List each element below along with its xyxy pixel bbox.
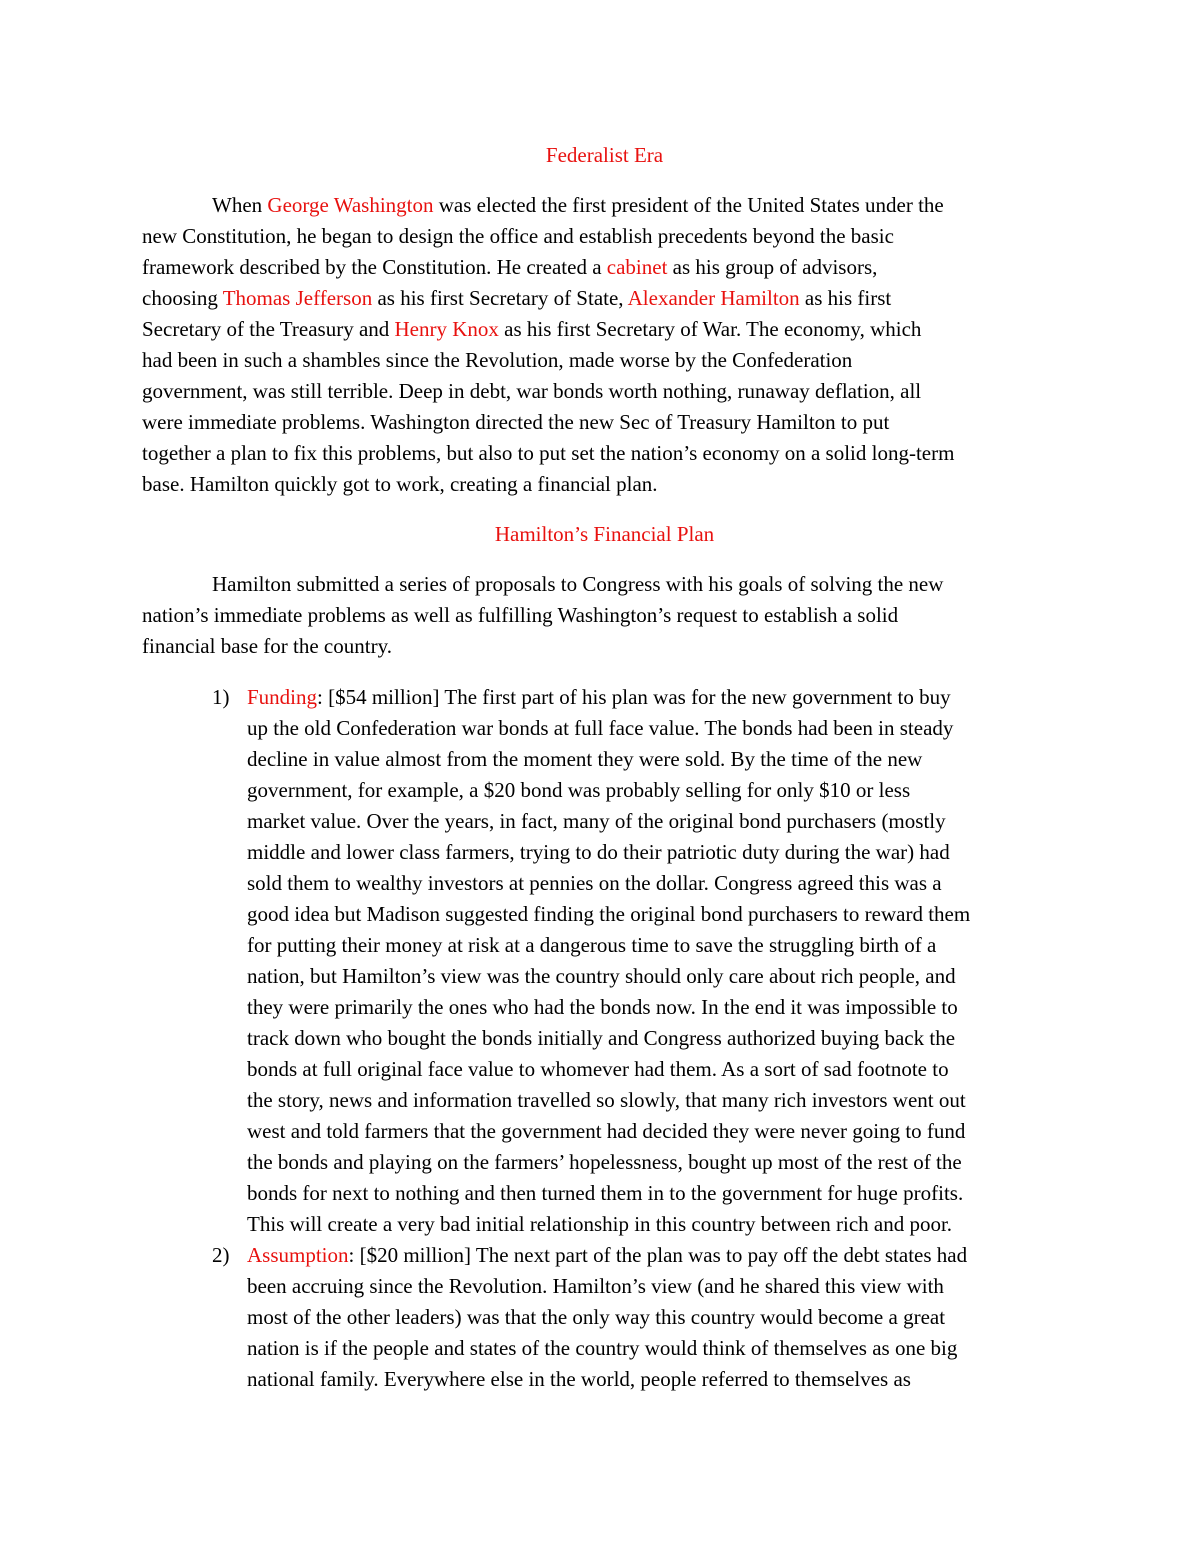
list-item-line xyxy=(142,1054,1067,1085)
text-segment: Hamilton submitted a series of proposals to Congress with his goals of solving the new xyxy=(212,572,944,596)
list-item-line xyxy=(142,744,1067,775)
text-segment: Secretary of the Treasury and xyxy=(142,317,395,341)
list-item-line xyxy=(142,992,1067,1023)
text-segment: the bonds and playing on the farmers’ hopelessness, bought up most of the rest of the xyxy=(247,1150,962,1174)
highlighted-term: Funding xyxy=(247,685,318,709)
text-segment: When xyxy=(212,193,268,217)
highlighted-term: Assumption xyxy=(247,1243,349,1267)
text-segment: bonds for next to nothing and then turned them in to the government for huge profits. xyxy=(247,1181,964,1205)
text-segment: for putting their money at risk at a dangerous time to save the struggling birth of a xyxy=(247,933,937,957)
text-segment: as his first Secretary of War. The economy, which xyxy=(498,317,922,341)
list-number: 1) xyxy=(212,685,230,709)
paragraph-intro xyxy=(142,190,1067,500)
text-segment: track down who bought the bonds initially and Congress authorized buying back the xyxy=(247,1026,956,1050)
paragraph-plan-intro xyxy=(142,569,1067,662)
spacer xyxy=(142,171,1067,190)
paragraph-line xyxy=(142,631,1067,662)
list-item xyxy=(142,682,1067,1240)
text-segment: as his first Secretary of State, xyxy=(372,286,628,310)
highlighted-term: Thomas Jefferson xyxy=(222,286,373,310)
text-segment: had been in such a shambles since the Revolution, made worse by the Confederation xyxy=(142,348,853,372)
list-item-line xyxy=(142,1302,1067,1333)
list-item-line xyxy=(142,713,1067,744)
text-segment: was elected the first president of the United States under the xyxy=(433,193,944,217)
paragraph-line xyxy=(142,314,1067,345)
highlighted-term: Alexander Hamilton xyxy=(627,286,800,310)
text-segment: nation is if the people and states of the country would think of themselves as one big xyxy=(247,1336,958,1360)
paragraph-line xyxy=(142,438,1067,469)
text-segment: west and told farmers that the government had decided they were never going to fund xyxy=(247,1119,966,1143)
spacer xyxy=(142,500,1067,519)
list-item-line xyxy=(142,1116,1067,1147)
text-segment: together a plan to fix this problems, but also to put set the nation’s economy on a solid long-term xyxy=(142,441,955,465)
spacer xyxy=(142,662,1067,682)
text-segment: good idea but Madison suggested finding the original bond purchasers to reward them xyxy=(247,902,971,926)
document-page xyxy=(142,140,1067,1395)
text-segment: base. Hamilton quickly got to work, creating a financial plan. xyxy=(142,472,658,496)
list-number: 2) xyxy=(212,1243,230,1267)
highlighted-term: George Washington xyxy=(267,193,434,217)
list-item-line xyxy=(142,1240,1067,1271)
highlighted-term: Henry Knox xyxy=(394,317,499,341)
text-segment: new Constitution, he began to design the office and establish precedents beyond the basic xyxy=(142,224,894,248)
text-segment: nation’s immediate problems as well as fulfilling Washington’s request to establish a solid xyxy=(142,603,899,627)
numbered-list xyxy=(142,682,1067,1395)
text-segment: the story, news and information travelled so slowly, that many rich investors went out xyxy=(247,1088,966,1112)
text-segment: been accruing since the Revolution. Hamilton’s view (and he shared this view with xyxy=(247,1274,944,1298)
list-item-line xyxy=(142,1209,1067,1240)
section-heading: Hamilton’s Financial Plan xyxy=(494,522,715,546)
list-item-line xyxy=(142,1147,1067,1178)
highlighted-term: cabinet xyxy=(606,255,668,279)
list-item-line xyxy=(142,682,1067,713)
list-item-line xyxy=(142,775,1067,806)
list-item-line xyxy=(142,1085,1067,1116)
list-item-line xyxy=(142,837,1067,868)
paragraph-line xyxy=(142,407,1067,438)
text-segment: financial base for the country. xyxy=(142,634,392,658)
text-segment: as his group of advisors, xyxy=(667,255,878,279)
text-segment: framework described by the Constitution. He created a xyxy=(142,255,607,279)
list-item-line xyxy=(142,1364,1067,1395)
list-item-line xyxy=(142,868,1067,899)
list-item-line xyxy=(142,1023,1067,1054)
text-segment: as his first xyxy=(799,286,892,310)
paragraph-line xyxy=(142,600,1067,631)
paragraph-line xyxy=(142,283,1067,314)
page-title: Federalist Era xyxy=(545,143,664,167)
paragraph-line xyxy=(142,221,1067,252)
text-segment: nation, but Hamilton’s view was the country should only care about rich people, and xyxy=(247,964,956,988)
list-item-line xyxy=(142,806,1067,837)
list-item-line xyxy=(142,1271,1067,1302)
text-segment: national family. Everywhere else in the world, people referred to themselves as xyxy=(247,1367,911,1391)
paragraph-line xyxy=(142,569,1067,600)
list-item xyxy=(142,1240,1067,1395)
text-segment: government, was still terrible. Deep in debt, war bonds worth nothing, runaway deflation, all xyxy=(142,379,922,403)
text-segment: decline in value almost from the moment they were sold. By the time of the new xyxy=(247,747,923,771)
text-segment: up the old Confederation war bonds at full face value. The bonds had been in steady xyxy=(247,716,954,740)
text-segment: most of the other leaders) was that the only way this country would become a great xyxy=(247,1305,946,1329)
text-segment: This will create a very bad initial relationship in this country between rich and poor. xyxy=(247,1212,953,1236)
text-segment: : [$54 million] The first part of his plan was for the new government to buy xyxy=(317,685,951,709)
list-item-line xyxy=(142,1178,1067,1209)
list-item-line xyxy=(142,899,1067,930)
text-segment: government, for example, a $20 bond was probably selling for only $10 or less xyxy=(247,778,911,802)
list-item-line xyxy=(142,930,1067,961)
text-segment: middle and lower class farmers, trying to do their patriotic duty during the war) had xyxy=(247,840,950,864)
paragraph-line xyxy=(142,190,1067,221)
text-segment: bonds at full original face value to whomever had them. As a sort of sad footnote to xyxy=(247,1057,949,1081)
text-segment: they were primarily the ones who had the bonds now. In the end it was impossible to xyxy=(247,995,958,1019)
text-segment: : [$20 million] The next part of the plan was to pay off the debt states had xyxy=(348,1243,968,1267)
paragraph-line xyxy=(142,345,1067,376)
text-segment: choosing xyxy=(142,286,223,310)
list-item-line xyxy=(142,1333,1067,1364)
text-segment: market value. Over the years, in fact, many of the original bond purchasers (mostly xyxy=(247,809,946,833)
paragraph-line xyxy=(142,376,1067,407)
paragraph-line xyxy=(142,252,1067,283)
spacer xyxy=(142,550,1067,569)
paragraph-line xyxy=(142,469,1067,500)
text-segment: sold them to wealthy investors at pennies on the dollar. Congress agreed this was a xyxy=(247,871,942,895)
text-segment: were immediate problems. Washington directed the new Sec of Treasury Hamilton to put xyxy=(142,410,890,434)
list-item-line xyxy=(142,961,1067,992)
